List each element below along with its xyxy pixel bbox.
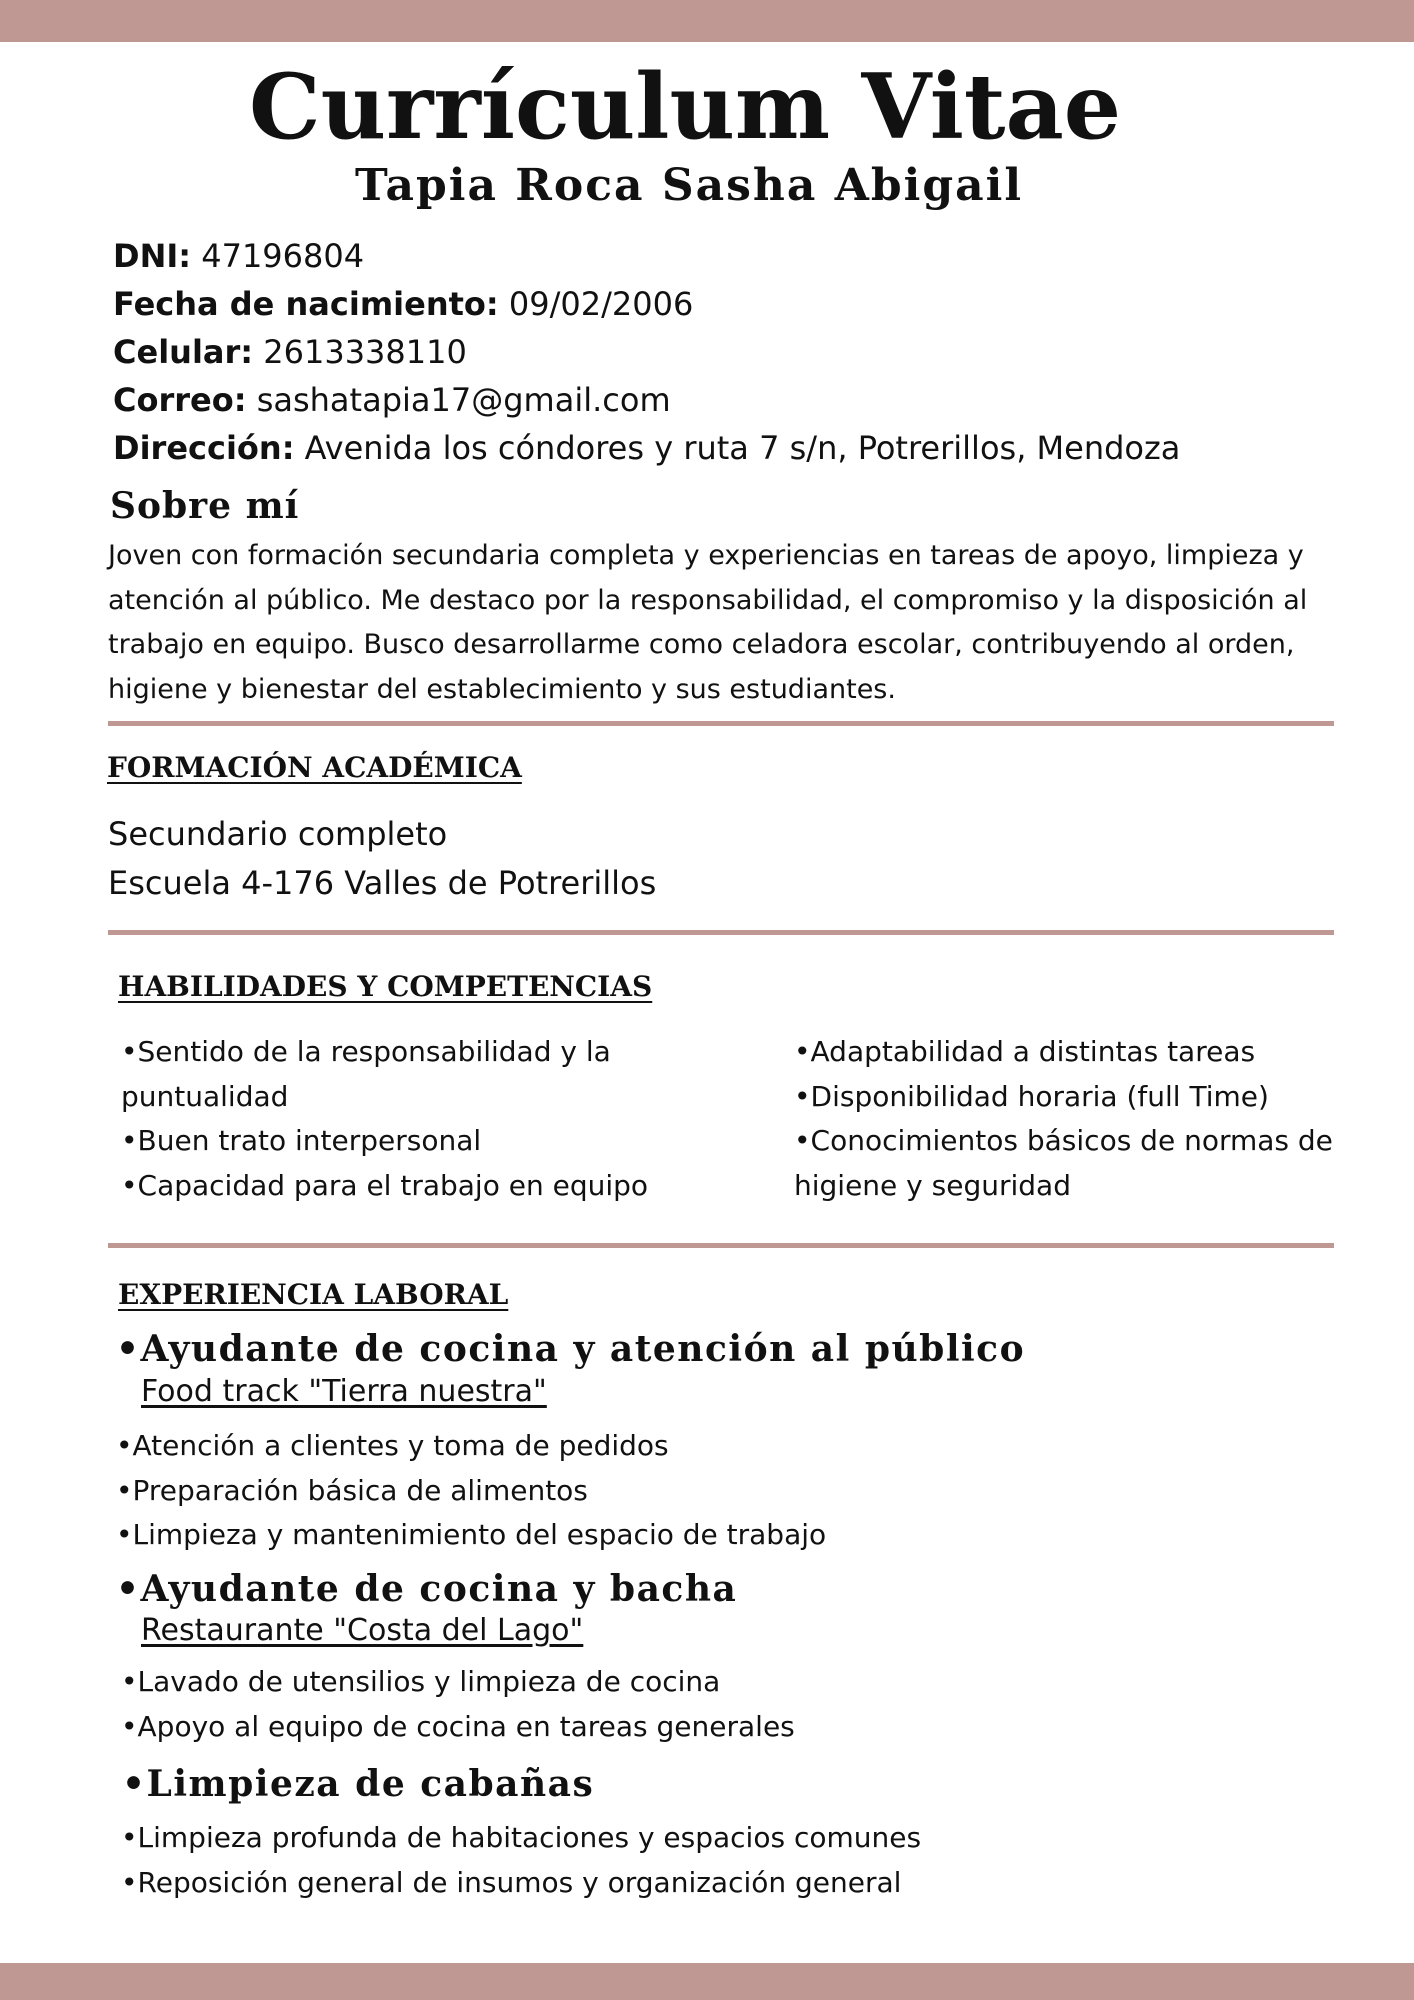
job-duty: •Lavado de utensilios y limpieza de cocina — [121, 1665, 721, 1698]
education-heading: FORMACIÓN ACADÉMICA — [107, 751, 522, 784]
info-value: 47196804 — [201, 237, 365, 275]
job-duties — [121, 1660, 795, 1749]
job-duty: •Limpieza profunda de habitaciones y espacios comunes — [121, 1821, 922, 1854]
info-value: 09/02/2006 — [508, 285, 694, 323]
personal-info — [113, 232, 1363, 472]
job-duties — [121, 1816, 921, 1905]
skills-heading: HABILIDADES Y COMPETENCIAS — [118, 970, 653, 1003]
info-label: Correo: — [113, 381, 247, 419]
info-row-address — [113, 424, 1363, 472]
experience-heading: EXPERIENCIA LABORAL — [118, 1278, 509, 1311]
job-duty: •Apoyo al equipo de cocina en tareas generales — [121, 1709, 795, 1743]
info-label: Celular: — [113, 333, 254, 371]
about-heading: Sobre mí — [110, 485, 300, 527]
bottom-accent-bar — [0, 1963, 1414, 2000]
top-accent-bar — [0, 0, 1414, 42]
job-title: •Ayudante de cocina y bacha — [116, 1568, 738, 1610]
job-duty: •Preparación básica de alimentos — [116, 1473, 588, 1507]
skills-column-left — [121, 1030, 681, 1208]
skill-item: •Disponibilidad horaria (full Time) — [794, 1079, 1269, 1113]
section-divider — [108, 721, 1334, 726]
skill-item: •Conocimientos básicos de normas de higiene y seguridad — [794, 1124, 1333, 1202]
skill-item: •Capacidad para el trabajo en equipo — [121, 1168, 649, 1202]
job-employer: Food track "Tierra nuestra" — [141, 1374, 547, 1409]
info-label: Dirección: — [113, 429, 295, 467]
skill-item: •Adaptabilidad a distintas tareas — [794, 1035, 1256, 1068]
info-row-dni — [113, 232, 1363, 280]
info-value: sashatapia17@gmail.com — [256, 381, 671, 419]
info-row-birthdate — [113, 280, 1363, 328]
job-duty: •Reposición general de insumos y organización general — [121, 1865, 902, 1899]
info-label: DNI: — [113, 237, 192, 275]
job-duty: •Atención a clientes y toma de pedidos — [116, 1429, 669, 1462]
job-duties — [116, 1424, 826, 1558]
job-duty: •Limpieza y mantenimiento del espacio de trabajo — [116, 1518, 827, 1551]
section-divider — [108, 1243, 1334, 1248]
education-school: Escuela 4-176 Valles de Potrerillos — [108, 864, 657, 902]
info-value: 2613338110 — [263, 333, 467, 371]
job-title: •Limpieza de cabañas — [122, 1763, 595, 1805]
info-value: Avenida los cóndores y ruta 7 s/n, Potrerillos, Mendoza — [304, 429, 1181, 467]
skill-item: •Buen trato interpersonal — [121, 1124, 482, 1157]
job-employer: Restaurante "Costa del Lago" — [141, 1613, 584, 1648]
info-row-email — [113, 376, 1363, 424]
skill-item: •Sentido de la responsabilidad y la puntualidad — [121, 1035, 611, 1113]
person-name: Tapia Roca Sasha Abigail — [354, 160, 1024, 211]
info-row-phone — [113, 328, 1363, 376]
skills-column-right — [794, 1030, 1354, 1208]
about-text: Joven con formación secundaria completa y experiencias en tareas de apoyo, limpieza y atención al público. Me destaco por la responsabilidad, el compromiso y la disposición al trabajo en equipo. Busco desarrollarme como celadora escolar, contribuyendo al orden, higiene y bienestar del establecimiento y sus estudiantes. — [108, 540, 1308, 705]
education-entry — [108, 810, 656, 908]
section-divider — [108, 930, 1334, 935]
job-title: •Ayudante de cocina y atención al público — [116, 1328, 1026, 1370]
info-label: Fecha de nacimiento: — [113, 285, 499, 323]
page-title: Currículum Vitae — [248, 54, 1122, 160]
education-degree: Secundario completo — [108, 815, 448, 853]
